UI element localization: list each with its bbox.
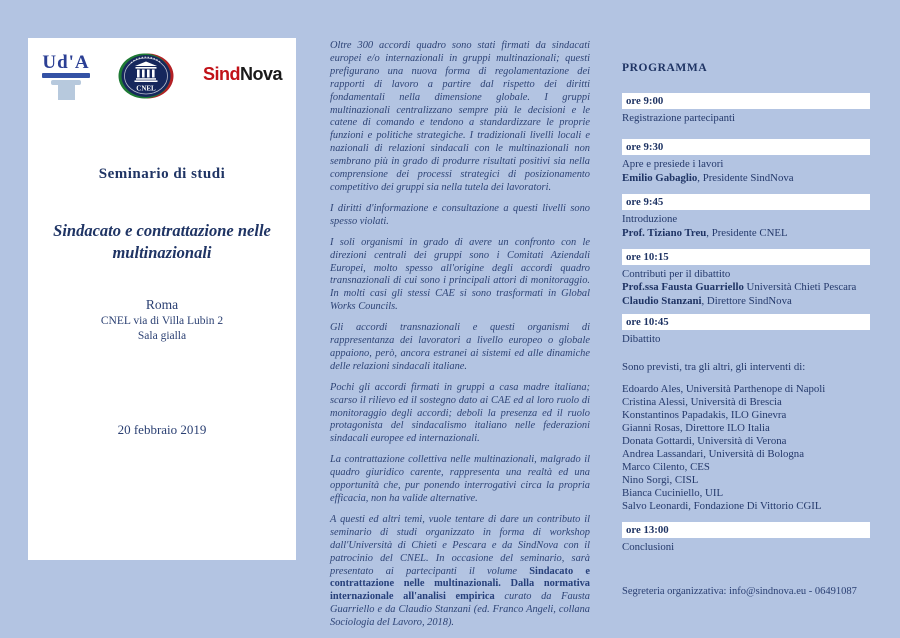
speaker-item: Gianni Rosas, Direttore ILO Italia: [622, 422, 770, 435]
intro-paragraph: La contrattazione collettiva nelle multinazionali, malgrado il quadro giuridico carente, rappresenta una realtà ed una opportunità che, pur ponendo interrogativi circa la propria efficacia, non ha valide alternative.: [330, 454, 590, 504]
speaker-item: Cristina Alessi, Università di Brescia: [622, 396, 782, 409]
cnel-logo: [118, 52, 174, 100]
program-line: Apre e presiede i lavori: [622, 158, 724, 171]
intro-column: [330, 40, 590, 638]
program-line: Claudio Stanzani, Direttore SindNova: [622, 294, 792, 307]
uda-banner-bar: [42, 73, 90, 78]
time-badge: ore 10:45: [622, 314, 870, 330]
time-badge: ore 9:45: [622, 194, 870, 210]
program-heading: PROGRAMMA: [622, 62, 708, 74]
intro-paragraph: I diritti d'informazione e consultazione a questi livelli sono spesso violati.: [330, 202, 590, 227]
program-item: [622, 249, 870, 308]
intro-paragraph: I soli organismi in grado di avere un confronto con le direzioni centrali dei gruppi sono i Comitati Aziendali Europei, molto spesso all'origine degli accordi quadro transnazionali di cui sono i principali attori di monitoraggio. In molti casi gli stessi CAE si sono trasformati in Global Works Councils.: [330, 236, 590, 313]
organizing-secretariat-contact: Segreteria organizzativa: info@sindnova.eu - 06491087: [622, 586, 857, 597]
speaker-item: Andrea Lassandari, Università di Bologna: [622, 448, 804, 461]
uda-column-stem: [58, 85, 75, 100]
intro-paragraph: Oltre 300 accordi quadro sono stati firmati da sindacati europei e/o internazionali in gruppi multinazionali; questi prefigurano una nuova forma di regolamentazione dei rapporti di lavoro a partire dal rispetto dei diritti fondamentali nella dimensione globale. I gruppi multinazionali centralizzano sempre più le decisioni e le catene di comando e tendono a standardizzare le proprie funzioni e politiche strategiche. I tradizionali livelli locali e nazionali di relazioni sindacali con le multinazionali non sembrano più in grado di produrre risultati positivi sia nella comprensione dei processi strategici di posizionamento competitivo dei gruppi sia nella tutela dei lavoratori.: [330, 40, 590, 193]
speaker-item: Konstantinos Papadakis, ILO Ginevra: [622, 409, 787, 422]
program-item: [622, 314, 870, 346]
venue-city: Roma: [145, 297, 179, 312]
speaker-item: Nino Sorgi, CISL: [622, 474, 699, 487]
speaker-item: Donata Gottardi, Università di Verona: [622, 435, 787, 448]
program-line: Emilio Gabaglio, Presidente SindNova: [622, 171, 794, 184]
program-line: Introduzione: [622, 213, 678, 226]
seminar-kicker: Seminario di studi: [98, 166, 226, 182]
left-panel: [28, 38, 296, 560]
time-badge: ore 9:00: [622, 93, 870, 109]
venue-block: [28, 296, 296, 344]
program-item: [622, 139, 870, 185]
program-line: Registrazione partecipanti: [622, 112, 736, 124]
program-line: Conclusioni: [622, 541, 675, 554]
program-item: [622, 93, 870, 125]
intro-paragraph: Pochi gli accordi firmati in gruppi a casa madre italiana; scarso il rilievo ed il sostegno dato ai CAE ed al loro ruolo di monitoraggio degli accordi; deboli la presenza ed il ruolo protagonista del sindacalismo italiano nelle federazioni sindacali europee ed internazionali.: [330, 381, 590, 445]
program-line: Dibattito: [622, 333, 661, 346]
speaker-item: Edoardo Ales, Università Parthenope di Napoli: [622, 383, 826, 396]
program-line: Prof. Tiziano Treu, Presidente CNEL: [622, 226, 788, 239]
final-paragraph-post: curato da Fausta Guarriello e da Claudio Stanzani (ed. Franco Angeli, collana Sociologia del Lavoro, 2018).: [330, 591, 590, 629]
sindnova-wordmark-red: Sind: [202, 64, 240, 84]
sindnova-wordmark-black: Nova: [239, 64, 282, 84]
cnel-wordmark: CNEL: [136, 84, 157, 93]
venue-address: CNEL via di Villa Lubin 2: [100, 315, 224, 327]
speakers-intro: Sono previsti, tra gli altri, gli interventi di:: [622, 360, 806, 373]
program-line: Contributi per il dibattito: [622, 268, 731, 281]
speakers-list: [622, 383, 870, 513]
time-badge: ore 9:30: [622, 139, 870, 155]
program-item-closing: [622, 522, 870, 554]
sindnova-logo: [203, 64, 282, 85]
final-paragraph-pre: A questi ed altri temi, vuole tentare di dare un contributo il seminario di studi organizzato in forma di workshop dall'Università di Chieti e Pescara e da SindNova con il patrocinio del CNEL. In occasione del seminario, sarà presentato ai partecipanti il volume: [330, 513, 590, 577]
speaker-item: Bianca Cuciniello, UIL: [622, 487, 724, 500]
seminar-title: Sindacato e contrattazione nelle multinazionali: [53, 221, 271, 263]
time-badge: ore 10:15: [622, 249, 870, 265]
seminar-date: 20 febbraio 2019: [117, 422, 207, 437]
program-line: Prof.ssa Fausta Guarriello Università Chieti Pescara: [622, 281, 857, 294]
program-item: [622, 194, 870, 240]
speaker-item: Salvo Leonardi, Fondazione Di Vittorio CGIL: [622, 500, 822, 513]
intro-paragraph-final: [330, 514, 590, 630]
logo-row: [28, 46, 296, 104]
program-column: [622, 62, 870, 568]
venue-room: Sala gialla: [137, 330, 187, 342]
time-badge: ore 13:00: [622, 522, 870, 538]
speaker-item: Marco Cilento, CES: [622, 461, 710, 474]
uda-wordmark: Ud'A: [42, 52, 90, 73]
intro-paragraph: Gli accordi transnazionali e questi organismi di rappresentanza dei lavoratori a livello europeo o globale appaiono, però, ancora estranei ai sistemi ed alle dinamiche delle relazioni sindacali italiane.: [330, 322, 590, 372]
book-title: Sindacato e contrattazione nelle multinazionali. Dalla normativa internazionale all'analisi empirica: [330, 565, 591, 603]
uda-university-logo: [42, 54, 90, 100]
